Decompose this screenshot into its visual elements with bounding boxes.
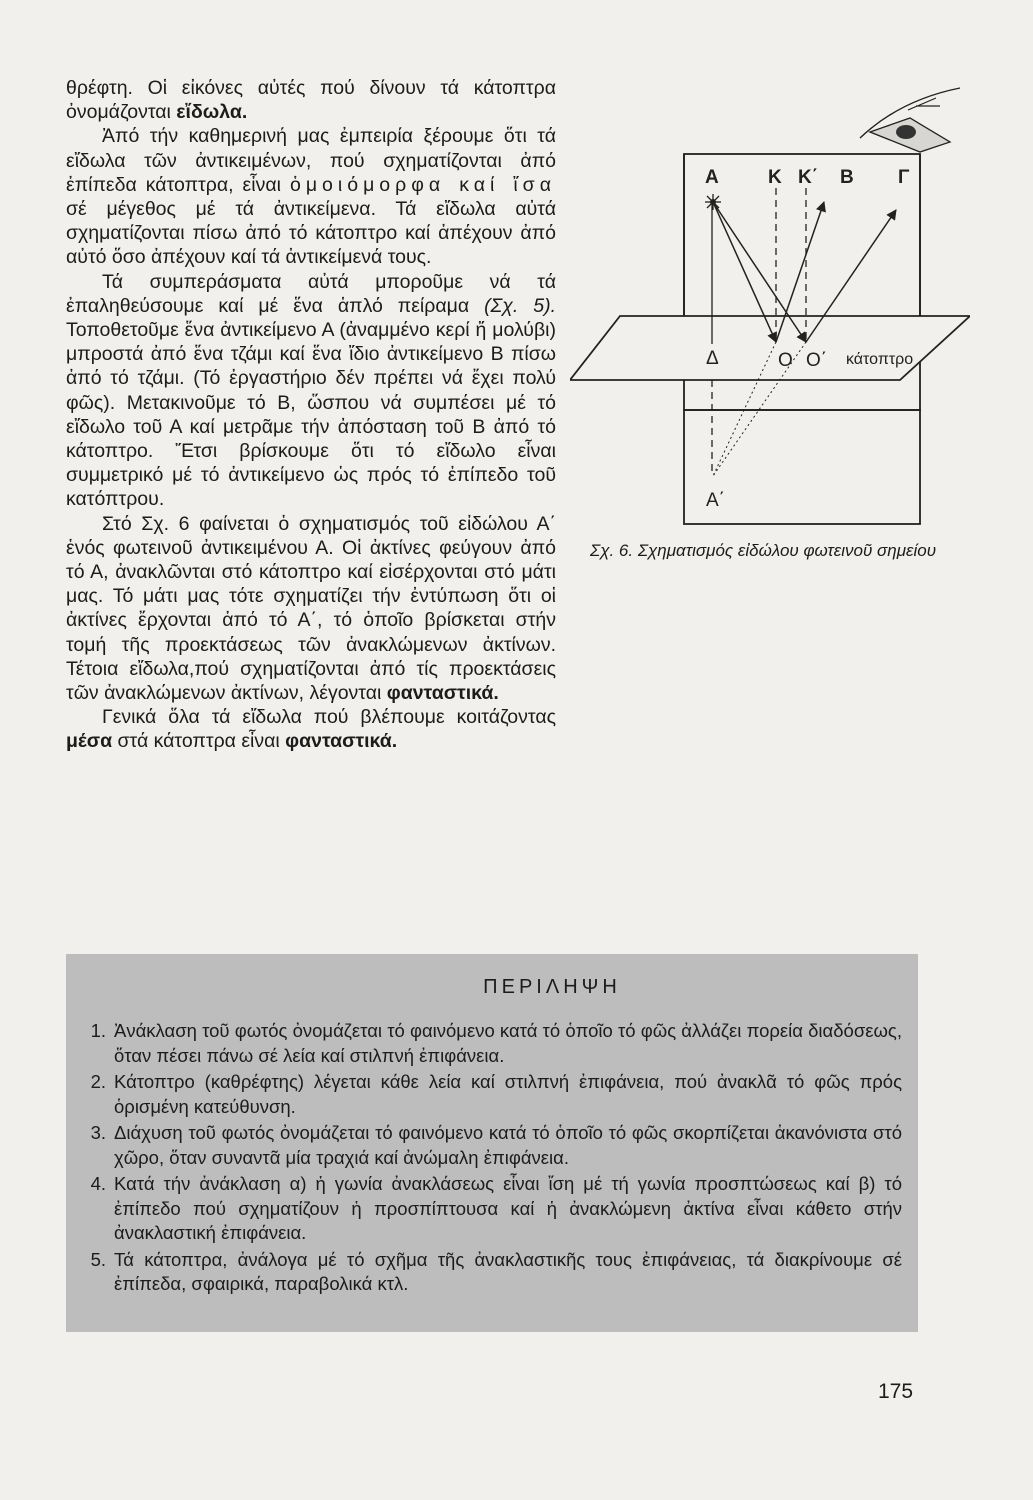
paragraph-3: Τά συμπεράσματα αὐτά μποροῦμε νά τά ἐπαληθεύσουμε καί μέ ἕνα ἁπλό πείραμα (Σχ. 5). Τοποθετοῦμε ἕνα ἀντικείμενο Α (ἀναμμένο κερί ἤ μολύβι) μπροστά ἀπό ἕνα τζάμι καί ἕνα ἴδιο ἀντικείμενο Β πίσω ἀπό τό τζάμι. (Τό ἐργαστήριο δέν πρέπει νά ἔχει πολύ φῶς). Μετακινοῦμε τό Β, ὥσπου νά συμπέσει μέ τό εἴδωλο τοῦ Α καί μετρᾶμε τήν ἀπόσταση τοῦ Β ἀπό τό κάτοπτρο. Ἔτσι βρίσκουμε ὅτι τό εἴδωλο εἶναι συμμετρικό μέ τό ἀντικείμενο ὡς πρός τό ἐπίπεδο τοῦ κατόπτρου.	[66, 270, 556, 511]
label-a-prime: Α΄	[706, 490, 725, 511]
term-mesa: μέσα	[66, 730, 113, 753]
summary-box	[66, 954, 918, 1332]
label-k: Κ	[768, 167, 782, 188]
light-source-icon	[705, 194, 721, 210]
label-k-prime: Κ΄	[798, 167, 819, 188]
figure-caption: Σχ. 6. Σχηματισμός εἰδώλου φωτεινοῦ σημείου	[590, 541, 937, 560]
list-item: 1. Ἀνάκλαση τοῦ φωτός ὀνομάζεται τό φαινόμενο κατά τό ὁποῖο τό φῶς ἀλλάζει πορεία διαδόσεως, ὅταν πέσει πάνω σέ λεία καί στιλπνή ἐπιφάνεια.	[90, 1020, 902, 1066]
reflection-diagram	[570, 80, 970, 560]
list-item: 3. Διάχυση τοῦ φωτός ὀνομάζεται τό φαινόμενο κατά τό ὁποῖο τό φῶς σκορπίζεται ἀκανόνιστα στό χῶρο, ὅταν συναντᾶ μία τραχιά καί ἀνώμαλη ἐπιφάνεια.	[90, 1122, 902, 1168]
paragraph-4: Στό Σχ. 6 φαίνεται ὁ σχηματισμός τοῦ εἰδώλου Α΄ ἑνός φωτεινοῦ ἀντικειμένου Α. Οἱ ἀκτίνες φεύγουν ἀπό τό Α, ἀνακλῶνται στό κάτοπτρο καί εἰσέρχονται στό μάτι μας. Τό μάτι μας τότε σχηματίζει τήν ἐντύπωση ὅτι οἱ ἀκτίνες ἔρχονται ἀπό τό Α΄, τό ὁποῖο βρίσκεται στήν τομή τῆς προεκτάσεως τῶν ἀνακλώμενων ἀκτίνων. Τέτοια εἴδωλα,πού σχηματίζονται ἀπό τίς προεκτάσεις τῶν ἀνακλώμενων ἀκτίνων, λέγονται φανταστικά.	[66, 512, 556, 705]
paragraph-2: Ἀπό τήν καθημερινή μας ἐμπειρία ξέρουμε ὅτι τά εἴδωλα τῶν ἀντικειμένων, πού σχηματίζονται ἀπό ἐπίπεδα κάτοπτρα, εἶναι ὁμοιόμορφα καί ἴσα σέ μέγεθος μέ τά ἀντικείμενα. Τά εἴδωλα αὐτά σχηματίζονται πίσω ἀπό τό κάτοπτρο καί ἀπέχουν ἀπό αὐτό ὅσο ἀπέχουν καί τά ἀντικείμενά τους.	[66, 125, 556, 269]
main-text-column	[66, 76, 556, 754]
term-fantastika-2: φανταστικά.	[285, 730, 398, 753]
label-d: Δ	[706, 348, 719, 369]
paragraph-1: θρέφτη. Οἱ εἰκόνες αὐτές πού δίνουν τά κάτοπτρα ὀνομάζονται εἴδωλα.	[66, 77, 556, 124]
list-item: 5. Τά κάτοπτρα, ἀνάλογα μέ τό σχῆμα τῆς ἀνακλαστικῆς τους ἐπιφάνειας, τά διακρίνουμε σέ ἐπίπεδα, σφαιρικά, παραβολικά κτλ.	[90, 1248, 902, 1294]
list-item: 4. Κατά τήν ἀνάκλαση α) ἡ γωνία ἀνακλάσεως εἶναι ἴση μέ τή γωνία προσπτώσεως καί β) τό ἐπίπεδο πού σχηματίζουν ἡ προσπίπτουσα καί ἡ ἀνακλώμενη ἀκτίνα εἶναι κάθετο στήν ἀνακλαστική ἐπιφάνεια.	[90, 1173, 902, 1243]
summary-title: ΠΕΡΙΛΗΨΗ	[483, 976, 621, 998]
label-o-prime: Ο΄	[806, 350, 828, 371]
list-item: 2. Κάτοπτρο (καθρέφτης) λέγεται κάθε λεία καί στιλπνή ἐπιφάνεια, πού ἀνακλᾶ τό φῶς πρός ὁρισμένη κατεύθυνση.	[90, 1071, 902, 1117]
paragraph-5: Γενικά ὅλα τά εἴδωλα πού βλέπουμε κοιτάζοντας μέσα στά κάτοπτρα εἶναι φανταστικά.	[66, 706, 556, 753]
spaced-emphasis: ὁμοιόμορφα καί ἴσα	[289, 173, 556, 196]
label-b: Β	[840, 167, 854, 188]
term-fantastika: φανταστικά.	[386, 682, 499, 705]
label-o: Ο	[778, 350, 793, 371]
summary-list	[66, 1019, 902, 1297]
figure-reference: (Σχ. 5).	[484, 294, 556, 317]
term-eidola: εἴδωλα.	[176, 101, 248, 124]
page-number: 175	[878, 1380, 914, 1403]
label-g: Γ	[898, 167, 910, 188]
eye-icon	[860, 88, 960, 152]
label-a: Α	[705, 167, 719, 188]
mirror-plane	[570, 316, 970, 380]
label-mirror: κάτοπτρο	[846, 351, 914, 368]
